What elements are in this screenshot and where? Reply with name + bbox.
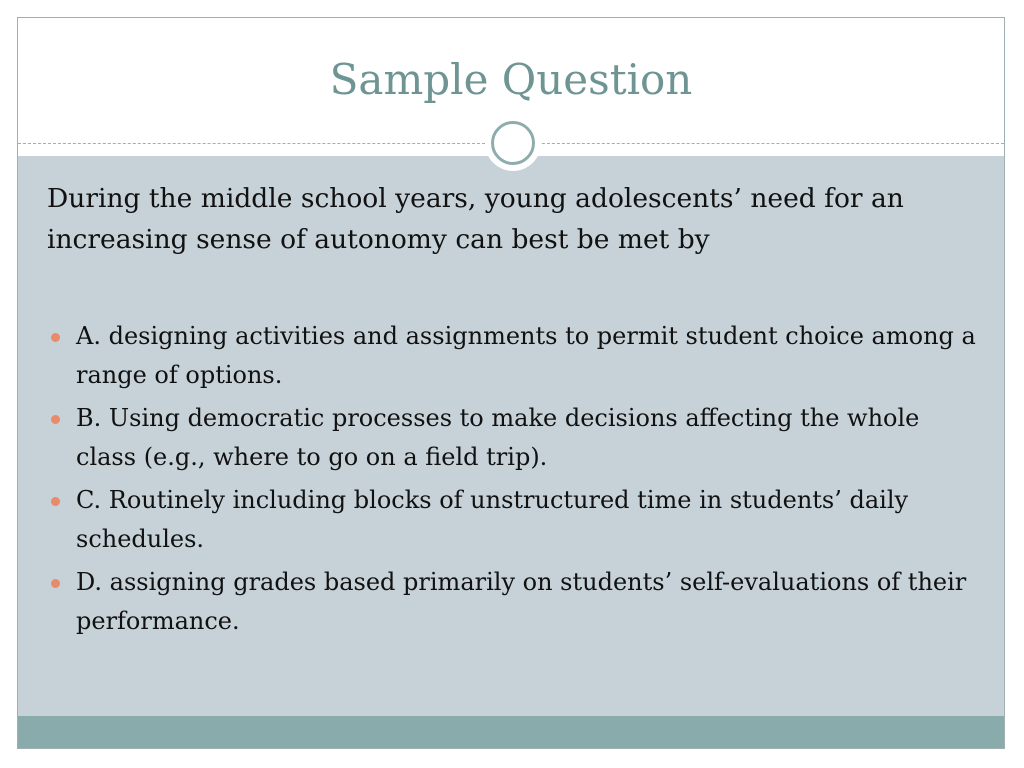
answer-option-text: C. Routinely including blocks of unstructured time in students’ daily schedules.	[76, 486, 909, 553]
slide-title: Sample Question	[329, 55, 693, 104]
content-panel	[18, 156, 1004, 716]
bullet-icon	[51, 415, 60, 424]
answer-option-text: D. assigning grades based primarily on students’ self-evaluations of their performance.	[76, 568, 967, 635]
answer-options	[47, 317, 982, 645]
circle-ornament-icon	[485, 115, 541, 171]
answer-option-d	[47, 563, 982, 641]
footer-bar	[18, 716, 1004, 749]
circle-ring-icon	[491, 121, 535, 165]
slide	[17, 17, 1005, 749]
bullet-icon	[51, 497, 60, 506]
answer-option-c	[47, 481, 982, 559]
question-text: During the middle school years, young adolescents’ need for an increasing sense of autonomy can best be met by	[47, 183, 904, 255]
answer-option-text: A. designing activities and assignments to permit student choice among a range of options.	[76, 322, 976, 389]
answer-option-a	[47, 317, 982, 395]
bullet-icon	[51, 333, 60, 342]
answer-option-text: B. Using democratic processes to make decisions affecting the whole class (e.g., where to go on a field trip).	[76, 404, 920, 471]
bullet-icon	[51, 579, 60, 588]
answer-option-b	[47, 399, 982, 477]
